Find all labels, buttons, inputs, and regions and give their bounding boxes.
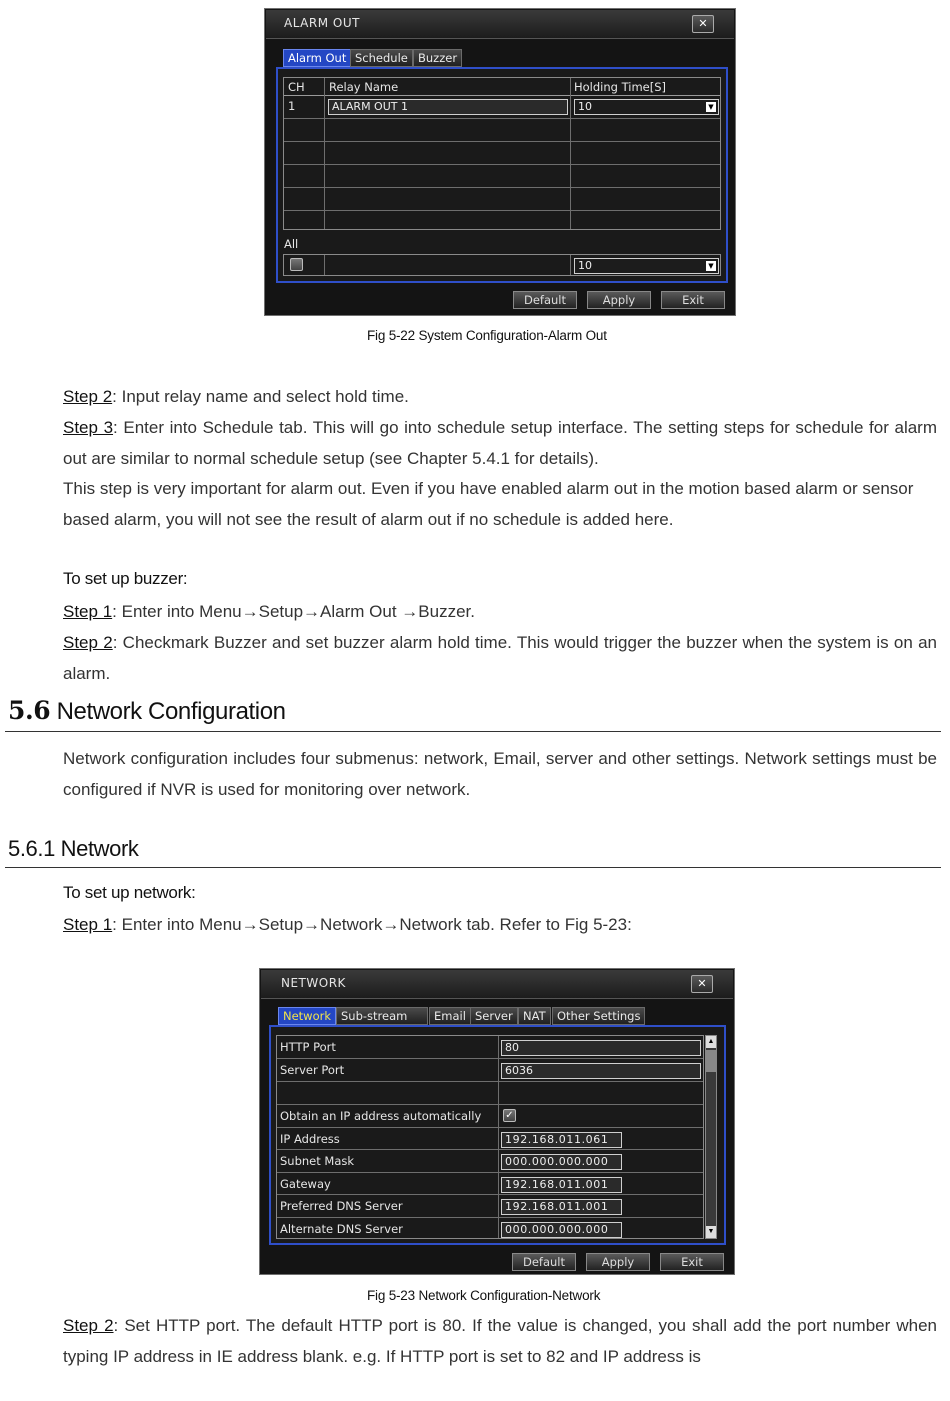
dialog-title: NETWORK <box>281 976 346 990</box>
step-label: Step 1 <box>63 915 113 934</box>
network-settings-table <box>276 1035 704 1239</box>
step-2-paragraph: Step 2: Input relay name and select hold time. <box>63 387 409 406</box>
ip-address-input[interactable]: 192.168.011.061 <box>501 1132 622 1148</box>
server-port-input[interactable]: 6036 <box>501 1063 701 1079</box>
buzzer-step-1: Step 1: Enter into Menu→Setup→Alarm Out →Buzzer. <box>63 602 475 621</box>
chevron-down-icon: ▼ <box>706 102 716 112</box>
gateway-input[interactable]: 192.168.011.001 <box>501 1177 622 1193</box>
dialog-title: ALARM OUT <box>284 16 360 30</box>
alternate-dns-label: Alternate DNS Server <box>280 1222 403 1236</box>
alarm-out-panel <box>276 67 728 283</box>
http-port-input[interactable]: 80 <box>501 1040 701 1056</box>
alarm-out-dialog <box>264 8 736 316</box>
apply-button[interactable]: Apply <box>587 291 651 309</box>
network-intro: Network configuration includes four submenus: network, Email, server and other settings. Network settings must be configured if NVR is used for monitoring over network. <box>63 749 937 799</box>
ip-address-label: IP Address <box>280 1132 340 1146</box>
section-heading-5-6-1: 5.6.1 Network <box>8 836 139 861</box>
network-panel <box>269 1025 726 1245</box>
obtain-ip-automatically-checkbox[interactable]: ✓ <box>503 1109 516 1122</box>
all-label: All <box>284 237 299 251</box>
buzzer-heading: To set up buzzer: <box>63 569 188 588</box>
chevron-down-icon: ▼ <box>706 261 716 271</box>
holding-time-select[interactable] <box>574 99 719 115</box>
scroll-down-icon[interactable]: ▼ <box>706 1226 716 1238</box>
step-3-paragraph: Step 3: Enter into Schedule tab. This will go into schedule setup interface. The setting steps for schedule for alarm out are similar to normal schedule setup (see Chapter 5.4.1 for details). <box>63 418 938 468</box>
tab-alarm-out[interactable]: Alarm Out <box>283 49 351 67</box>
alternate-dns-input[interactable]: 000.000.000.000 <box>501 1222 622 1238</box>
dialog-titlebar <box>261 970 733 999</box>
relay-name-input[interactable]: ALARM OUT 1 <box>328 99 568 115</box>
heading-rule <box>5 867 941 868</box>
important-note: This step is very important for alarm out. Even if you have enabled alarm out in the motion based alarm or sensor based alarm, you will not see the result of alarm out if no schedule is added here. <box>63 479 914 529</box>
default-button[interactable]: Default <box>513 291 577 309</box>
network-step-1: Step 1: Enter into Menu→Setup→Network→Network tab. Refer to Fig 5-23: <box>63 915 632 934</box>
preferred-dns-label: Preferred DNS Server <box>280 1199 403 1213</box>
step-label: Step 2 <box>63 387 113 406</box>
close-icon[interactable]: ✕ <box>691 975 713 993</box>
column-header-holding-time: Holding Time[S] <box>574 80 667 94</box>
network-heading: To set up network: <box>63 883 196 902</box>
scrollbar[interactable] <box>705 1035 717 1239</box>
figure-caption: Fig 5-23 Network Configuration-Network <box>367 1288 601 1303</box>
tab-schedule[interactable]: Schedule <box>350 49 413 67</box>
server-port-label: Server Port <box>280 1063 345 1077</box>
section-heading-5-6: 5.6 Network Configuration <box>8 696 286 725</box>
tab-nat[interactable]: NAT <box>518 1007 551 1025</box>
tab-server[interactable]: Server <box>470 1007 518 1025</box>
exit-button[interactable]: Exit <box>660 1253 724 1271</box>
default-button[interactable]: Default <box>512 1253 576 1271</box>
tab-network[interactable]: Network <box>278 1007 336 1025</box>
all-holding-time-value: 10 <box>578 259 592 272</box>
row-ch: 1 <box>288 99 296 113</box>
figure-caption: Fig 5-22 System Configuration-Alarm Out <box>367 328 607 343</box>
scroll-up-icon[interactable]: ▲ <box>706 1036 716 1048</box>
network-step-2: Step 2: Set HTTP port. The default HTTP port is 80. If the value is changed, you shall add the port number when typing IP address in IE address blank. e.g. If HTTP port is set to 82 and IP address is <box>63 1316 938 1366</box>
tab-other-settings[interactable]: Other Settings <box>552 1007 645 1025</box>
http-port-label: HTTP Port <box>280 1040 336 1054</box>
all-row <box>283 254 721 276</box>
scroll-thumb[interactable] <box>706 1050 716 1072</box>
step-label: Step 3 <box>63 418 114 437</box>
step-label: Step 2 <box>63 633 113 652</box>
all-checkbox[interactable] <box>290 258 303 271</box>
subnet-mask-label: Subnet Mask <box>280 1154 355 1168</box>
alarm-out-table <box>283 77 721 230</box>
close-icon[interactable]: ✕ <box>692 15 714 33</box>
exit-button[interactable]: Exit <box>661 291 725 309</box>
all-holding-time-select[interactable] <box>574 258 719 274</box>
network-dialog <box>259 968 735 1275</box>
dialog-titlebar <box>266 10 734 39</box>
step-label: Step 2 <box>63 1316 114 1335</box>
obtain-ip-automatically-label: Obtain an IP address automatically <box>280 1109 482 1123</box>
gateway-label: Gateway <box>280 1177 331 1191</box>
tab-email[interactable]: Email <box>429 1007 471 1025</box>
preferred-dns-input[interactable]: 192.168.011.001 <box>501 1199 622 1215</box>
tab-sub-stream[interactable]: Sub-stream <box>336 1007 428 1025</box>
apply-button[interactable]: Apply <box>586 1253 650 1271</box>
buzzer-step-2: Step 2: Checkmark Buzzer and set buzzer alarm hold time. This would trigger the buzzer when the system is on an alarm. <box>63 633 937 683</box>
step-label: Step 1 <box>63 602 113 621</box>
tab-buzzer[interactable]: Buzzer <box>413 49 462 67</box>
heading-rule <box>5 731 941 732</box>
column-header-ch: CH <box>288 80 305 94</box>
holding-time-value: 10 <box>578 100 592 113</box>
column-header-relay-name: Relay Name <box>329 80 399 94</box>
subnet-mask-input[interactable]: 000.000.000.000 <box>501 1154 622 1170</box>
